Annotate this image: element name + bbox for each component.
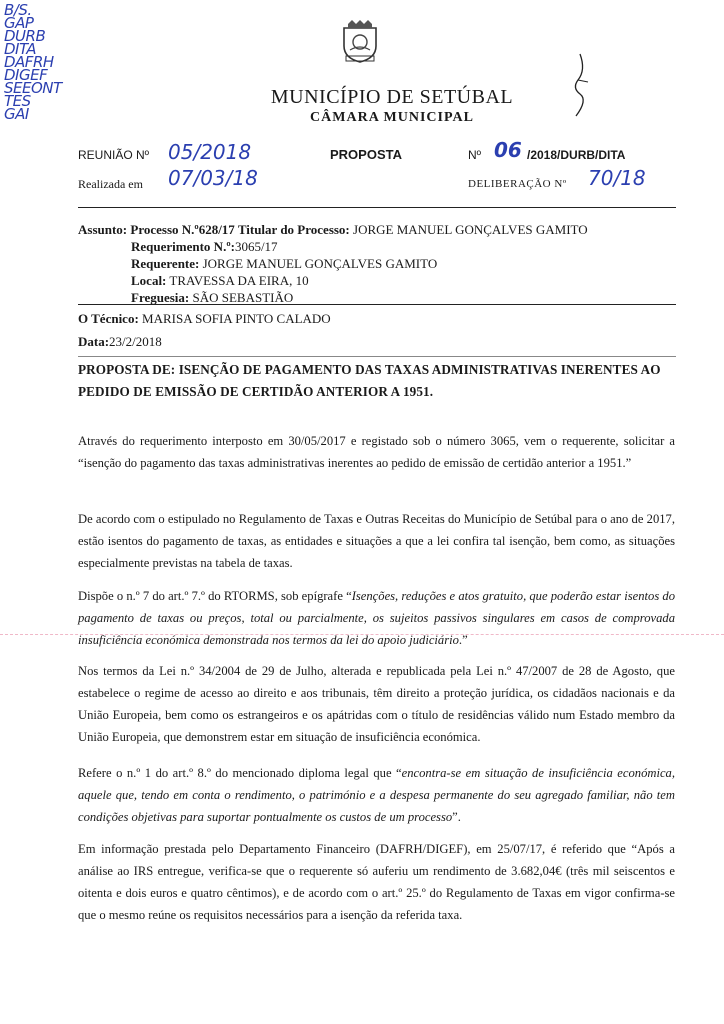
requerimento-label: Requerimento N.º: — [131, 239, 235, 254]
municipality-title: MUNICÍPIO DE SETÚBAL — [270, 86, 514, 108]
data-label: Data: — [78, 334, 110, 349]
handwritten-note: GAP — [4, 14, 34, 32]
scan-artifact-line — [0, 634, 724, 635]
divider-proposta — [78, 356, 676, 357]
proposta-label: PROPOSTA — [330, 147, 402, 162]
numero-suffix: /2018/DURB/DITA — [527, 148, 626, 162]
paragraph-3-quote: Isenções, reduções e atos gratuito, que poderão estar isentos do pagamento de taxas ou preços, total ou parcialmente, os sujeitos passivos singulares em casos de comprovada insuficiência económica demonstrada nos termos da lei do apoio judiciário — [78, 589, 676, 647]
tecnico-value: MARISA SOFIA PINTO CALADO — [142, 311, 331, 326]
paragraph-6: Em informação prestada pelo Departamento Financeiro (DAFRH/DIGEF), em 25/07/17, é referido que “Após a análise ao IRS entregue, verifica-se que o requerente só auferiu um rendimento de 3.682,04€ (três mil seiscentos e oitenta e dois euros e quatro cêntimos), e de acordo com o art.º 25.º do Regulamento de Taxas em vigor confirma-se que o mesmo reúne os requisitos necessários para a isenção da referida taxa. — [78, 842, 675, 922]
deliberacao-value: 70/18 — [588, 166, 646, 190]
handwritten-note: GAI — [4, 105, 29, 123]
paragraph-5-intro: Refere o n.º 1 do art.º 8.º do mencionado diploma legal que “ — [78, 766, 402, 780]
paragraph-4: Nos termos da Lei n.º 34/2004 de 29 de Julho, alterada e republicada pela Lei n.º 47/2007 de 28 de Agosto, que estabelece o regime de acesso ao direito e aos tribunais, têm direito a proteção jurídica, os cidadãos nacionais e da União Europeia, bem como os estrangeiros e os apátridas com o título de residências válido num Estado membro da União Europeia, que demonstrem estar em situação de insuficiência económica. — [78, 664, 675, 744]
paragraph-3-end: .” — [458, 633, 468, 647]
requerente-value: JORGE MANUEL GONÇALVES GAMITO — [202, 256, 438, 271]
realizada-value: 07/03/18 — [168, 166, 258, 190]
handwritten-note: DURB — [4, 27, 46, 45]
freguesia-label: Freguesia: — [131, 290, 190, 305]
reuniao-value: 05/2018 — [168, 140, 252, 164]
handwritten-note: B/S. — [4, 1, 32, 19]
data-line — [78, 334, 162, 350]
assunto-block — [78, 221, 678, 306]
local-label: Local: — [131, 273, 167, 288]
reuniao-label: REUNIÃO Nº — [78, 148, 150, 162]
realizada-label: Realizada em — [78, 177, 143, 191]
processo-value: JORGE MANUEL GONÇALVES GAMITO — [353, 222, 588, 237]
tecnico-label: O Técnico: — [78, 311, 139, 326]
divider-middle — [78, 304, 676, 305]
paragraph-1: Através do requerimento interposto em 30/05/2017 e registado sob o número 3065, vem o requerente, solicitar a “isenção do pagamento das taxas administrativas inerentes ao pedido de emissão de certidão anterior a 1951.” — [78, 434, 675, 470]
paragraph-5-quote: encontra-se em situação de insuficiência económica, aquele que, tendo em conta o rendimento, o património e a despesa permanente do seu agregado familiar, não tem condições objetivas para suportar pontualmente os custos de um processo — [78, 766, 675, 824]
paragraph-5 — [78, 762, 675, 828]
municipal-crest-icon — [338, 18, 382, 64]
requerente-label: Requerente: — [131, 256, 200, 271]
paragraph-3 — [78, 585, 675, 651]
handwritten-note: TES — [4, 92, 31, 110]
handwritten-note: SEEONT — [4, 79, 62, 97]
handwritten-note: DAFRH — [4, 53, 54, 71]
tecnico-line — [78, 311, 331, 327]
freguesia-value: SÃO SEBASTIÃO — [192, 290, 294, 305]
deliberacao-label: DELIBERAÇÃO Nº — [468, 178, 567, 190]
divider-top — [78, 207, 676, 208]
handwritten-note: DIGEF — [4, 66, 48, 84]
chamber-title: CÂMARA MUNICIPAL — [310, 110, 474, 125]
numero-value: 06 — [494, 138, 522, 162]
data-value: 23/2/2018 — [109, 334, 162, 349]
handwritten-note: DITA — [4, 40, 37, 58]
local-value: TRAVESSA DA EIRA, 10 — [169, 273, 309, 288]
paragraph-5-end: ”. — [452, 810, 461, 824]
numero-label: Nº — [468, 148, 482, 162]
requerimento-value: 3065/17 — [234, 239, 278, 254]
paragraph-2: De acordo com o estipulado no Regulamento de Taxas e Outras Receitas do Município de Setúbal para o ano de 2017, estão isentos do pagamento de taxas, as entidades e situações a que a lei confira tal isenção, bem como, as situações especialmente previstas na tabela de taxas. — [78, 512, 675, 570]
processo-label: Assunto: Processo N.º628/17 Titular do Processo: — [78, 222, 350, 237]
proposta-title: PROPOSTA DE: ISENÇÃO DE PAGAMENTO DAS TAXAS ADMINISTRATIVAS INERENTES AO PEDIDO DE EMISSÃO DE CERTIDÃO ANTERIOR A 1951. — [78, 362, 661, 399]
paragraph-3-intro: Dispõe o n.º 7 do art.º 7.º do RTORMS, sob epígrafe “ — [78, 589, 352, 603]
